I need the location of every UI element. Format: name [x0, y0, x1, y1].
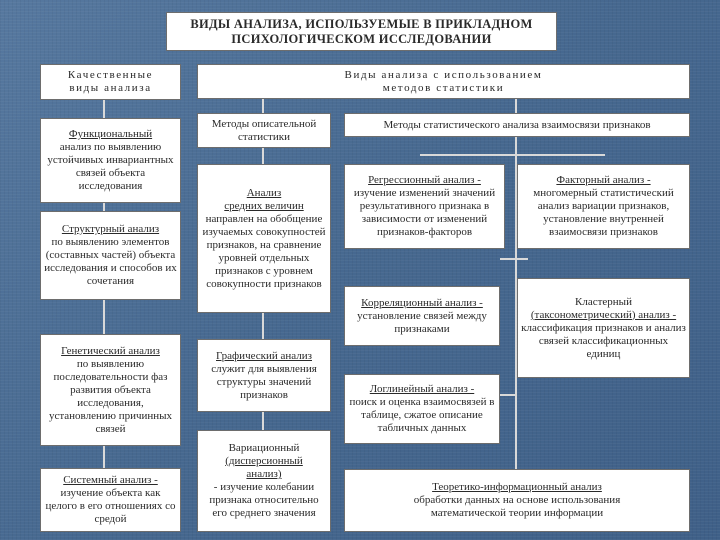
- connector-line: [420, 154, 605, 156]
- connector-line: [262, 99, 264, 113]
- correlation-analysis-box: [344, 286, 500, 346]
- regression-analysis-box: [344, 164, 505, 249]
- means-name: Анализ: [246, 186, 282, 199]
- connector-line: [103, 203, 105, 211]
- descriptive-line-1: Методы описательной: [211, 117, 317, 130]
- cluster-name-2: (таксонометрический) анализ -: [530, 308, 677, 321]
- system-name: Системный анализ -: [63, 474, 158, 486]
- system-text: изучение объекта как целого в его отношениях со средой: [45, 487, 176, 525]
- connector-line: [500, 258, 528, 260]
- functional-text: анализ по выявлению устойчивых инвариантных связей объекта исследования: [47, 141, 174, 192]
- variational-name-2: (дисперсионный: [225, 455, 303, 467]
- statistical-analysis-box: [197, 64, 690, 99]
- statistical-line-2: методов статистики: [382, 81, 505, 94]
- cluster-analysis-box: [517, 278, 690, 378]
- factor-text: многомерный статистический анализ вариации признаков, установление внутренней взаимосвязи признаков: [533, 187, 674, 238]
- factor-analysis-box: [517, 164, 690, 249]
- info-theory-text: обработки данных на основе использования математической теории информации: [413, 494, 621, 519]
- means-name-2: средних величин: [224, 199, 304, 212]
- connector-line: [515, 99, 517, 113]
- loglinear-analysis-box: [344, 374, 500, 444]
- structural-text: по выявлению элементов (составных частей) объекта исследования и способов их сочетания: [44, 236, 177, 287]
- loglinear-text: поиск и оценка взаимосвязей в таблице, сжатое описание табличных данных: [349, 396, 495, 434]
- variational-analysis-box: [197, 430, 331, 532]
- info-theory-analysis-box: [344, 469, 690, 532]
- loglinear-name: Логлинейный анализ -: [369, 383, 475, 395]
- relationship-line-1: Методы статистического анализа взаимосвязи признаков: [383, 118, 651, 131]
- regression-name: Регрессионный анализ -: [368, 174, 481, 186]
- statistical-line-1: Виды анализа с использованием: [344, 68, 543, 81]
- variational-name: Вариационный: [228, 442, 300, 454]
- connector-line: [262, 313, 264, 339]
- connector-line: [103, 300, 105, 334]
- functional-analysis-box: [40, 118, 181, 203]
- connector-line: [262, 148, 264, 164]
- genetic-name: Генетический анализ: [61, 344, 160, 357]
- graphic-analysis-box: [197, 339, 331, 412]
- cluster-name: Кластерный: [575, 295, 632, 308]
- cluster-text: классификация признаков и анализ связей классификационных единиц: [521, 321, 686, 360]
- title-line-2: ПСИХОЛОГИЧЕСКОМ ИССЛЕДОВАНИИ: [231, 31, 492, 46]
- qualitative-line-1: Качественные: [67, 69, 154, 81]
- graphic-text: служит для выявления структуры значений признаков: [211, 362, 317, 401]
- genetic-analysis-box: [40, 334, 181, 446]
- graphic-name: Графический анализ: [216, 349, 312, 362]
- correlation-text: установление связей между признаками: [357, 309, 487, 335]
- regression-text: изучение изменений значений результативного признака в зависимости от изменений признаков-факторов: [353, 187, 496, 238]
- variational-name-3: анализ): [246, 468, 282, 480]
- connector-line: [500, 394, 517, 396]
- connector-line: [262, 412, 264, 430]
- connector-line: [103, 446, 105, 468]
- correlation-name: Корреляционный анализ -: [361, 296, 483, 309]
- genetic-text: по выявлению последовательности фаз развития объекта исследования, установлению причинных связей: [48, 357, 173, 435]
- system-analysis-box: [40, 468, 181, 532]
- descriptive-line-2: статистики: [238, 130, 290, 143]
- connector-line: [103, 100, 105, 118]
- structural-analysis-box: [40, 211, 181, 300]
- variational-text: - изучение колебании признака относительно его среднего значения: [209, 481, 319, 519]
- functional-name: Функциональный: [68, 128, 153, 140]
- descriptive-methods-box: [197, 113, 331, 148]
- structural-name: Структурный анализ: [61, 223, 160, 235]
- means-text: направлен на обобщение изучаемых совокупностей признаков, на сравнение уровней отдельных признаков с уровнем совокупности признаков: [202, 212, 326, 290]
- factor-name: Факторный анализ -: [556, 174, 651, 186]
- title-line-1: ВИДЫ АНАЛИЗА, ИСПОЛЬЗУЕМЫЕ В ПРИКЛАДНОМ: [190, 16, 533, 31]
- means-analysis-box: [197, 164, 331, 313]
- info-theory-name: Теоретико-информационный анализ: [432, 481, 602, 493]
- qualitative-analysis-box: [40, 64, 181, 100]
- qualitative-line-2: виды анализа: [69, 82, 152, 94]
- relationship-methods-box: [344, 113, 690, 137]
- diagram-title: [166, 12, 557, 51]
